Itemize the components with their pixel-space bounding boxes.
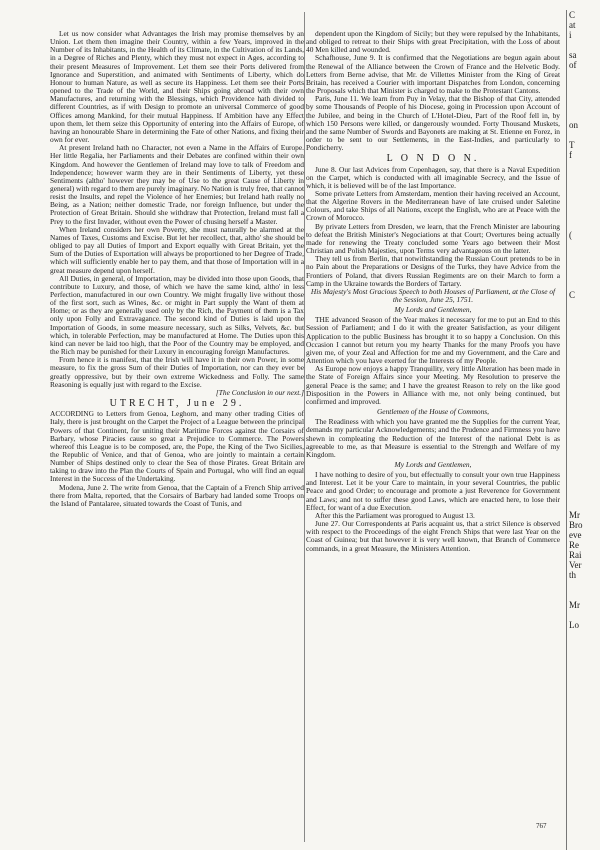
edge-fragment <box>567 200 600 210</box>
edge-fragment: sa <box>569 50 577 60</box>
edge-fragment <box>567 350 600 360</box>
section-heading-london: L O N D O N. <box>386 153 480 165</box>
article-paragraph: When Ireland considers her own Poverty, she must naturally be alarmed at the Names of Taxes, Customs and Excise. But let her recollect, that, altho' she should be obliged to pay all Duties of Import and Export equally with Great Britain, yet the Sum of the Duties of Exportation will always be proportioned to her Degree of Trade, which will sufficiently enable her to pay them, and that those of Importation will in a great measure depend upon herself. <box>50 224 304 275</box>
edge-fragment: f <box>569 150 572 160</box>
edge-fragment: Mr <box>569 600 580 610</box>
edge-fragment <box>567 40 600 50</box>
column-rule <box>304 12 305 842</box>
utrecht-paragraph: ACCORDING to Letters from Genoa, Leghorn, and many other trading Cities of Italy, there is just brought on the Carpet the Project of a League between the principal Powers of that Continent, for uniting their Maritime Forces against the Corsairs of Barbary, whose Piracies cause so great a Prejudice to Commerce. The Powers whereof this League is to be composed, are, the Pope, the King of the Two Sicilies, the Republic of Venice, and that of Genoa, who are jointly to maintain a certain Number of Ships destined only to clear the Sea of those Pirates. Great Britain are taking to draw into the Plan the Courts of Spain and Portugal, who will find an equal Interest in the Success of the Undertaking. <box>50 409 304 484</box>
speech-paragraph: THE advanced Season of the Year makes it necessary for me to put an End to this Session of Parliament; and I do it with the greater Satisfaction, as your diligent Application to the public Business has brought it to so happy a Conclusion. On this Occasion I cannot but return you my hearty Thanks for the many Proofs you have given me, of your Zeal and Affection for me and my Government, and the Care and Attention which you have exerted for the Interests of my People. <box>306 315 560 366</box>
edge-fragment: eve <box>569 530 582 540</box>
edge-fragment <box>567 590 600 600</box>
edge-fragment: Ver <box>569 560 582 570</box>
edge-fragment <box>567 490 600 500</box>
edge-fragment: at <box>569 20 576 30</box>
edge-fragment <box>567 400 600 410</box>
edge-fragment: Rai <box>569 550 582 560</box>
edge-fragment <box>567 760 600 770</box>
edge-fragment: on <box>569 120 578 130</box>
edge-fragment <box>567 70 600 80</box>
edge-fragment <box>567 130 600 140</box>
article-paragraph: June 8. Our last Advices from Copenhagen, say, that there is a Naval Expedition on the Carpet, which is conducted with all imaginable Secrecy, and the Issue of which, it is believed will be of the last Importance. <box>306 164 560 190</box>
edge-fragment <box>567 250 600 260</box>
edge-fragment <box>567 580 600 590</box>
edge-fragment <box>567 610 600 620</box>
section-heading-utrecht: UTRECHT, June 29. <box>109 398 245 410</box>
edge-fragment <box>567 80 600 90</box>
article-paragraph: Schafhouse, June 9. It is confirmed that the Negotiations are begun again about the Renewal of the Alliance between the Crown of France and the Helvetic Body. Letters from Berne advise, that Mr. de Villettes Minister from the King of Great Britain, has received a Courier with important Dispatches from London, concerning the Proposals which that Minister is charged to make to the Protestant Cantons. <box>306 53 560 96</box>
speech-title: His Majesty's Most Gracious Speech to both Houses of Parliament, at the Close of the Session, June 25, 1751. <box>310 286 556 304</box>
edge-fragment <box>567 310 600 320</box>
edge-fragment <box>567 330 600 340</box>
edge-fragment <box>567 280 600 290</box>
edge-fragment <box>567 90 600 100</box>
edge-fragment <box>567 650 600 660</box>
edge-fragment <box>567 790 600 800</box>
edge-fragment <box>567 630 600 640</box>
speech-paragraph: After this the Parliament was prorogued to August 13. <box>315 510 475 520</box>
edge-fragment <box>567 810 600 820</box>
edge-fragment: Lo <box>569 620 579 630</box>
edge-fragment <box>567 360 600 370</box>
edge-fragment <box>567 670 600 680</box>
edge-fragment: of <box>569 60 577 70</box>
edge-fragment <box>567 500 600 510</box>
edge-fragment <box>567 190 600 200</box>
edge-fragment <box>567 700 600 710</box>
edge-fragment <box>567 710 600 720</box>
speech-paragraph: I have nothing to desire of you, but effectually to consult your own true Happiness and Interest. Let it be your Care to maintain, in your several Countries, the public Peace and good Order; to encourage and promote a just Reverence for Government and Laws; and not to suffer these good Laws, which are enacted here, to lose their Effect, for want of a due Execution. <box>306 470 560 512</box>
edge-fragment <box>567 100 600 110</box>
edge-fragment: C <box>569 10 576 20</box>
edge-fragment: Re <box>569 540 579 550</box>
edge-fragment: T <box>569 140 575 150</box>
article-paragraph: All Duties, in general, of Importation, may be divided into those upon Goods, that contribute to Luxury, and those, of which we have the same kind, altho' in less Perfection, manufactured in our own Country. We might frugally live without those of the first sort, such as Wines, &c. or might in Part supply the Want of them at Home; or as they are generally used only by the Rich, the Payment of them is a Tax only upon Folly and Extravagance. The second kind of Duties is laid upon the Importation of Goods, in some measure necessary, such as Silks, Velvets, &c. but which, in tolerable Perfection, may be manufactured at Home. The Duties upon this kind can never be laid too high, that the Poor of the Country may be employed, and the Rich may be punished for their Luxury in encouraging foreign Manufactures. <box>50 273 304 357</box>
edge-fragment <box>567 730 600 740</box>
edge-fragment <box>567 260 600 270</box>
edge-fragment <box>567 640 600 650</box>
edge-fragment <box>567 340 600 350</box>
edge-fragment <box>567 680 600 690</box>
edge-fragment: Bro <box>569 520 583 530</box>
right-column <box>306 30 560 553</box>
edge-fragment <box>567 370 600 380</box>
edge-fragment: ( <box>569 230 572 240</box>
edge-fragment <box>567 380 600 390</box>
speech-salutation: My Lords and Gentlemen, <box>394 459 472 469</box>
edge-fragment <box>567 410 600 420</box>
edge-fragment <box>567 430 600 440</box>
left-column <box>50 30 304 508</box>
edge-fragment <box>567 180 600 190</box>
edge-fragment <box>567 450 600 460</box>
speech-paragraph: The Readiness with which you have granted me the Supplies for the current Year, demands my particular Acknowledgements; and the Prudence and Firmness you have shewn in compleating the Reduction of the Interest of the national Debt is as agreeable to me, as that Measure is essential to the Strength and Welfare of my Kingdom. <box>306 417 560 459</box>
edge-fragment <box>567 240 600 250</box>
edge-fragment <box>567 170 600 180</box>
article-paragraph: Some private Letters from Amsterdam, mention their having received an Account, that the Algerine Rovers in the Mediterranean have of late cruised under Saletine Colours, and take Ships of all Nations, except the English, who are at Peace with the Crown of Morocco. <box>306 188 560 223</box>
speech-paragraph: As Europe now enjoys a happy Tranquility, very little Alteration has been made in the State of Foreign Affairs since your Meeting. My Resolution to preserve the general Peace is the same; and I have the greatest Reason to rely on the like good Disposition in the Powers in Alliance with me, not only being continued, but confirmed and improved. <box>306 364 560 406</box>
article-paragraph: Paris, June 11. We learn from Puy in Velay, that the Bishop of that City, attended by some Thousands of People of his Diocese, going in Procession upon Account of the Jubilee, and being in the Church of L'Hotel-Dieu, Part of the Roof fell in, by which 150 Persons were killed, or dangerously wounded. Forty Thousand Muskets, and the same Number of Swords and Bayonets are making at St. Etienne en Forez, in order to be sent to our Settlements, in the East-Indies, and particularly to Pondicherry. <box>306 94 560 153</box>
edge-fragment <box>567 660 600 670</box>
edge-fragment <box>567 220 600 230</box>
edge-fragment <box>567 740 600 750</box>
speech-paragraph: June 27. Our Correspondents at Paris acquaint us, that a strict Silence is observed with respect to the Proceedings of the eight French Ships that were last Year on the Coast of Guinea; but that however it is very well known, that Branch of Commerce commands, in a great Measure, the Ministers Attention. <box>306 519 560 553</box>
edge-fragment: Mr <box>569 510 580 520</box>
edge-fragment: th <box>569 570 577 580</box>
edge-fragment <box>567 320 600 330</box>
edge-fragment <box>567 480 600 490</box>
modena-paragraph: Modena, June 2. The write from Genoa, that the Captain of a French Ship arrived there from Malta, reported, that the Corsairs of Barbary had landed some Troops on the Island of Pantalaree, situated towards the Coast of Tunis, and <box>50 482 304 508</box>
edge-fragment <box>567 420 600 430</box>
edge-fragment: C <box>569 290 576 300</box>
edge-fragment <box>567 390 600 400</box>
edge-fragment: i <box>569 30 572 40</box>
edge-fragment <box>567 690 600 700</box>
article-paragraph: dependent upon the Kingdom of Sicily; but they were repulsed by the Inhabitants, and obliged to retreat to their Ships with great Precipitation, with the Loss of about 40 Men killed and wounded. <box>306 29 560 55</box>
speech-salutation: Gentlemen of the House of Commons, <box>376 407 490 417</box>
edge-fragment <box>567 470 600 480</box>
edge-fragment <box>567 800 600 810</box>
article-paragraph: Let us now consider what Advantages the Irish may promise themselves by an Union. Let them then imagine their Country, within a few Years, improved in the Number of its Inhabitants, in the Health of its Climate, in the Cultivation of its Lands, in a Degree of Riches and Plenty, which they must not expect in Ages, according to their present Measures of Improvement. Let them see their Ports delivered from Ignorance and Superstition, and animated with Sentiments of Liberty, which do Honour to human Nature, as well as secure its Happiness. Let them see their Ports opened to the Trade of the World, and their Ships going abroad with their own Manufactures, and returning with the Blessings, which Providence hath divided to different Countries, as if with Design to promote an universal Commerce of good Offices among Mankind, for their mutual Happiness. If Ambition have any Effect upon them, let them seize this Opportunity of entering into the Affairs of Europe, of having an honourable Share in determining the Fate of other Nations, and fixing their own for ever. <box>50 29 304 145</box>
conclusion-note: [The Conclusion in our next.] <box>215 387 304 397</box>
page-number: 767 <box>536 822 547 830</box>
edge-fragment <box>567 780 600 790</box>
edge-fragment <box>567 440 600 450</box>
article-paragraph: At present Ireland hath no Character, not even a Name in the Affairs of Europe. Her little Regalia, her Parliaments and their Debates are confined within their own Kingdom. And however the Gentlemen of Ireland may love to talk of Freedom and Independence; however warm they are in their Sentiments of Liberty, yet these Sentiments (altho' however they may be of Use to the great Cause of Liberty in general) with regard to them are purely imaginary. No Nation is truly free, that cannot resist the Insults, and repel the Violence of her Enemies; but Ireland hath really no Being, as a Nation; neither domestic Trade, nor foreign Influence, but under the Protection of Great Britain. Should she withdraw that Protection, Ireland must fall a Prey to the first Invader, without even the Power of chusing herself a Master. <box>50 143 304 226</box>
edge-fragment <box>567 270 600 280</box>
article-paragraph: By private Letters from Dresden, we learn, that the French Minister are labouring to defeat the British Minister's Negociations at that Court; Overtures being actually made for renewing the Treaty concluded some Years ago between their Most Christian and Polish Majesties, upon Terms very advantageous on the latter. <box>306 221 560 256</box>
article-paragraph: From hence it is manifest, that the Irish will have it in their own Power, in some measure, to fix the gross Sum of their Duties of Importation, nor can they ever be greatly oppressive, but by their own extreme Wickedness and Folly. The same Reasoning is equally just with regard to the Excise. <box>50 355 304 389</box>
cropped-edge-column <box>566 10 600 850</box>
edge-fragment <box>567 210 600 220</box>
edge-fragment <box>567 750 600 760</box>
edge-fragment <box>567 160 600 170</box>
article-paragraph: They tell us from Berlin, that notwithstanding the Russian Court pretends to be in no Pain about the Preparations or Designs of the Turks, they have Advice from the Frontiers of Poland, that divers Russian Regiments are on their March to form a Camp in the Ukraine towards the Borders of Tartary. <box>306 254 560 288</box>
edge-fragment <box>567 300 600 310</box>
edge-fragment <box>567 770 600 780</box>
edge-fragment <box>567 460 600 470</box>
edge-fragment <box>567 720 600 730</box>
edge-fragment <box>567 110 600 120</box>
speech-salutation: My Lords and Gentlemen, <box>394 305 472 315</box>
